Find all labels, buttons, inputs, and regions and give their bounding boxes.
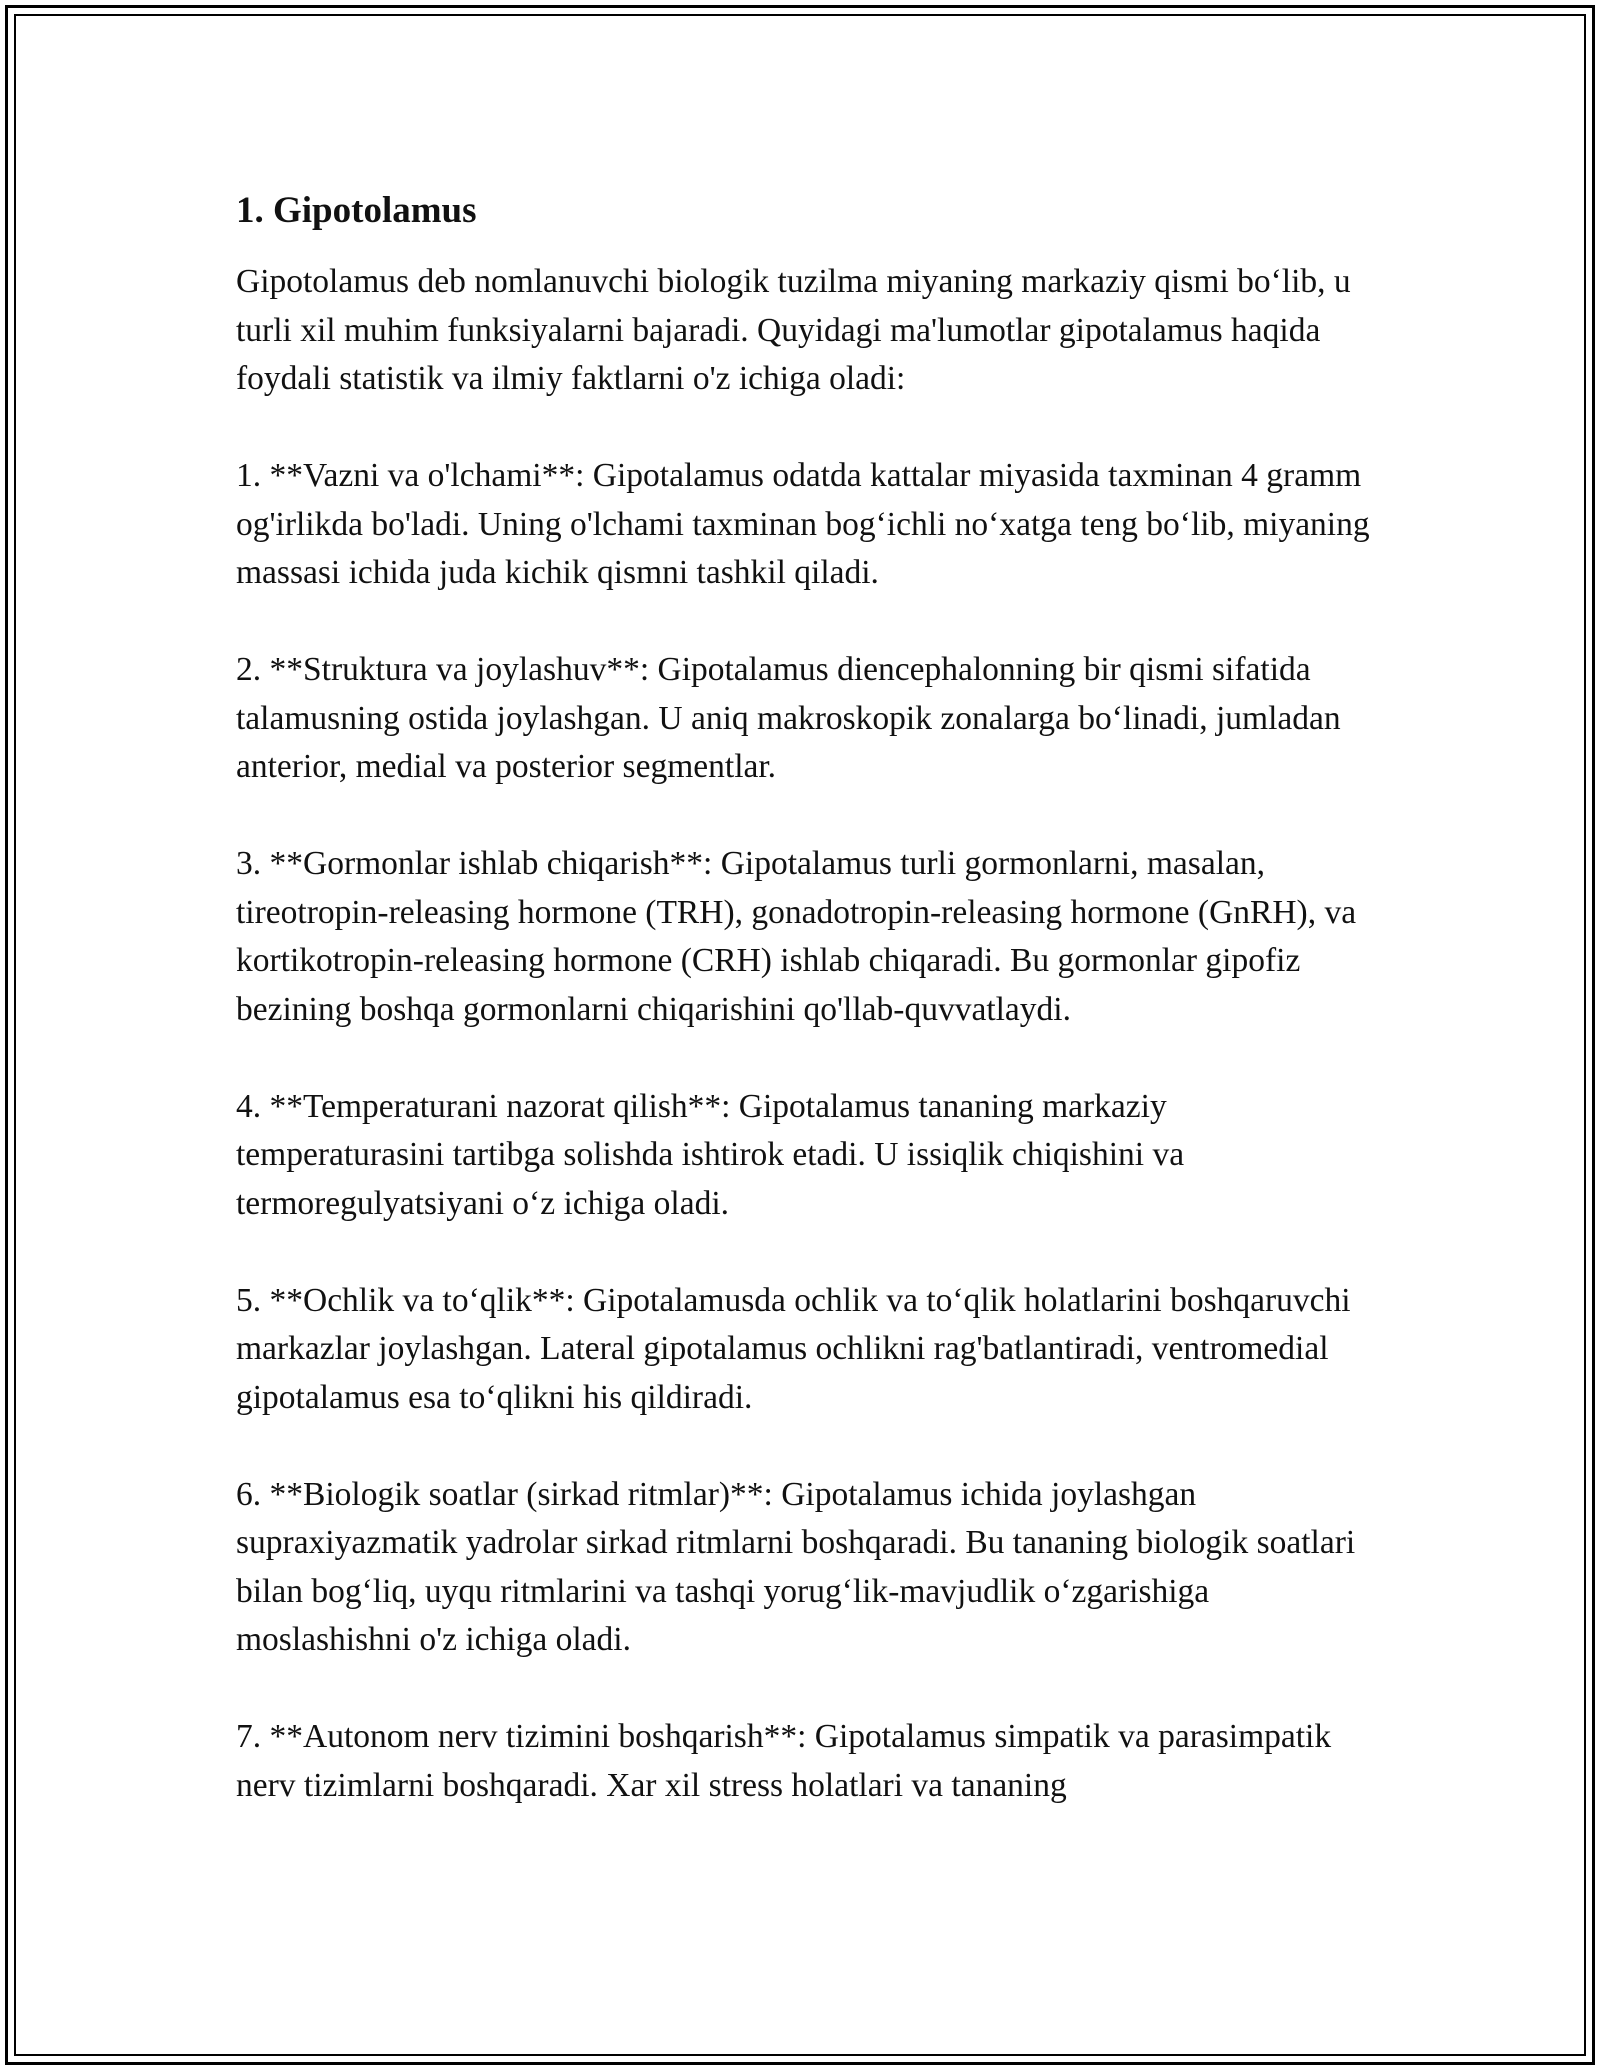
fact-paragraph-temperature-control: 4. **Temperaturani nazorat qilish**: Gipotalamus tananing markaziy temperaturasini tartibga solishda ishtirok etadi. U issiqlik chiqishini va termoregulyatsiyani o‘z ichiga oladi. [236,1087,1185,1222]
fact-paragraph-structure-location: 2. **Struktura va joylashuv**: Gipotalamus diencephalonning bir qismi sifatida talamusning ostida joylashgan. U aniq makroskopik zonalarga bo‘linadi, jumladan anterior, medial va posterior segmentlar. [236,651,1341,785]
fact-paragraph-hormone-production: 3. **Gormonlar ishlab chiqarish**: Gipotalamus turli gormonlarni, masalan, tireotropin-releasing hormone (TRH), gonadotropin-releasing hormone (GnRH), va kortikotropin-releasing hormone (CRH) ishlab chiqaradi. Bu gormonlar gipofiz bezining boshqa gormonlarni chiqarishini qo'llab-quvvatlaydi. [236,845,1357,1028]
document-body [236,186,1376,1859]
fact-paragraph-autonomic-nervous-system: 7. **Autonom nerv tizimini boshqarish**: Gipotalamus simpatik va parasimpatik nerv tizimlarni boshqaradi. Xar xil stress holatlari va tananing [236,1718,1332,1804]
fact-paragraph-weight-size: 1. **Vazni va o'lchami**: Gipotalamus odatda kattalar miyasida taxminan 4 gramm og'irlikda bo'ladi. Uning o'lchami taxminan bog‘ichli no‘xatga teng bo‘lib, miyaning massasi ichida juda kichik qismni tashkil qiladi. [236,457,1370,591]
fact-paragraph-hunger-satiety: 5. **Ochlik va to‘qlik**: Gipotalamusda ochlik va to‘qlik holatlarini boshqaruvchi markazlar joylashgan. Lateral gipotalamus ochlikni rag'batlantiradi, ventromedial gipotalamus esa to‘qlikni his qildiradi. [236,1281,1351,1416]
intro-paragraph: Gipotolamus deb nomlanuvchi biologik tuzilma miyaning markaziy qismi bo‘lib, u turli xil muhim funksiyalarni bajaradi. Quyidagi ma'lumotlar gipotalamus haqida foydali statistik va ilmiy faktlarni o'z ichiga oladi: [236,263,1351,397]
fact-paragraph-circadian-rhythms: 6. **Biologik soatlar (sirkad ritmlar)**: Gipotalamus ichida joylashgan supraxiyazmatik yadrolar sirkad ritmlarni boshqaradi. Bu tananing biologik soatlari bilan bog‘liq, uyqu ritmlarini va tashqi yorug‘lik-mavjudlik o‘zgarishiga moslashishni o'z ichiga oladi. [236,1475,1356,1658]
section-title: 1. Gipotolamus [236,190,477,231]
